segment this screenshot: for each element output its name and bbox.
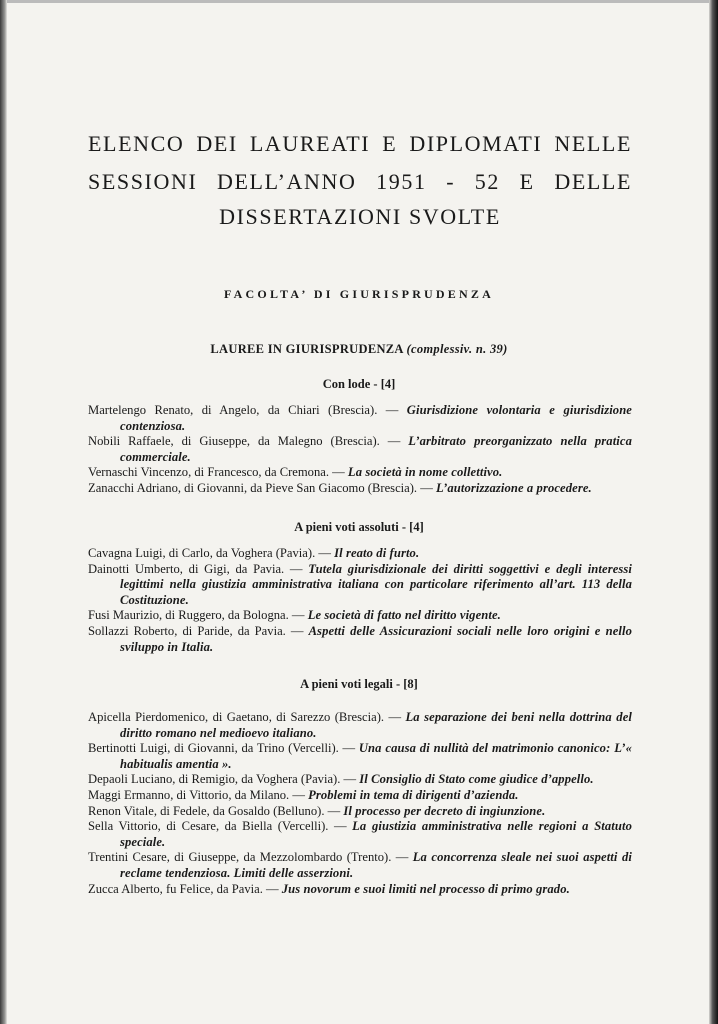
graduate-name: Dainotti Umberto, di Gigi, da Pavia. — — [88, 561, 303, 576]
thesis-title: Il reato di furto. — [334, 546, 420, 560]
graduate-name: Renon Vitale, di Fedele, da Gosaldo (Belluno). — — [88, 803, 341, 818]
section-heading-con-lode: Con lode - [4] — [322, 377, 396, 391]
scan-left-edge — [0, 0, 7, 1024]
degree-heading — [0, 342, 718, 357]
graduate-name: Bertinotti Luigi, di Giovanni, da Trino (Vercelli). — — [88, 741, 356, 756]
thesis-title: Le società di fatto nel diritto vigente. — [307, 608, 501, 623]
graduate-name: Cavagna Luigi, di Carlo, da Voghera (Pavia). — — [88, 546, 331, 560]
section-list — [88, 403, 632, 497]
thesis-title: La concorrenza sleale nei suoi aspetti di reclame tendenziosa. Limiti delle asserzioni. — [120, 850, 632, 880]
title-line-2: SESSIONI DELL’ANNO 1951 - 52 E DELLE — [88, 169, 632, 194]
section-list — [88, 710, 632, 897]
list-item — [88, 403, 632, 434]
list-item — [88, 481, 632, 497]
list-item — [88, 804, 632, 820]
scan-top-edge — [0, 0, 718, 3]
section-list — [88, 546, 632, 655]
graduate-name: Sella Vittorio, di Cesare, da Biella (Vercelli). — — [88, 819, 347, 834]
list-item — [88, 788, 632, 804]
list-item — [88, 608, 632, 624]
section-heading-voti-legali: A pieni voti legali - [8] — [300, 677, 418, 691]
list-item — [88, 624, 632, 655]
list-item — [88, 850, 632, 881]
graduate-name: Nobili Raffaele, di Giuseppe, da Malegno (Brescia). — — [88, 434, 401, 449]
list-item — [88, 434, 632, 465]
list-item — [88, 546, 632, 562]
thesis-title: L’arbitrato preorganizzato nella pratica commerciale. — [120, 434, 632, 464]
list-item — [88, 882, 632, 898]
thesis-title: Problemi in tema di dirigenti d’azienda. — [308, 787, 519, 802]
faculty-heading: FACOLTA’ DI GIURISPRUDENZA — [224, 287, 494, 301]
degree-count: (complessiv. n. 39) — [406, 342, 508, 356]
title-line-1: ELENCO DEI LAUREATI E DIPLOMATI NELLE — [88, 131, 632, 156]
list-item — [88, 819, 632, 850]
graduate-name: Sollazzi Roberto, di Paride, da Pavia. — — [88, 623, 304, 638]
section-heading-voti-assoluti: A pieni voti assoluti - [4] — [294, 520, 424, 534]
graduate-name: Zanacchi Adriano, di Giovanni, da Pieve San Giacomo (Brescia). — — [88, 480, 433, 495]
thesis-title: Aspetti delle Assicurazioni sociali nelle loro origini e nello sviluppo in Italia. — [120, 623, 632, 654]
graduate-name: Martelengo Renato, di Angelo, da Chiari (Brescia). — — [88, 403, 399, 417]
thesis-title: Il processo per decreto di ingiunzione. — [343, 803, 546, 818]
list-item — [88, 741, 632, 772]
scan-right-edge — [709, 0, 718, 1024]
thesis-title: La separazione dei beni nella dottrina del diritto romano nel medioevo italiano. — [120, 710, 632, 740]
list-item — [88, 465, 632, 481]
thesis-title: La società in nome collettivo. — [347, 465, 503, 480]
thesis-title: Tutela giurisdizionale dei diritti soggettivi e degli interessi legittimi nella giustizia amministrativa italiana con particolare riferimento all’art. 113 della Costituzione. — [120, 561, 632, 607]
list-item — [88, 710, 632, 741]
graduate-name: Depaoli Luciano, di Remigio, da Voghera (Pavia). — — [88, 772, 357, 787]
thesis-title: L’autorizzazione a procedere. — [435, 480, 592, 495]
thesis-title: La giustizia amministrativa nelle regioni a Statuto speciale. — [120, 819, 632, 849]
graduate-name: Apicella Pierdomenico, di Gaetano, di Sarezzo (Brescia). — — [88, 710, 402, 724]
list-item — [88, 562, 632, 609]
list-item — [88, 772, 632, 788]
graduate-name: Zucca Alberto, fu Felice, da Pavia. — — [88, 881, 279, 896]
graduate-name: Vernaschi Vincenzo, di Francesco, da Cremona. — — [88, 465, 345, 480]
thesis-title: Jus novorum e suoi limiti nel processo di primo grado. — [281, 881, 570, 896]
thesis-title: Una causa di nullità del matrimonio canonico: L’« habitualis amentia ». — [120, 741, 632, 771]
title-line-3: DISSERTAZIONI SVOLTE — [219, 204, 501, 229]
thesis-title: Giurisdizione volontaria e giurisdizione contenziosa. — [120, 403, 632, 433]
graduate-name: Maggi Ermanno, di Vittorio, da Milano. — — [88, 787, 305, 802]
graduate-name: Fusi Maurizio, di Ruggero, da Bologna. — — [88, 608, 305, 623]
thesis-title: Il Consiglio di Stato come giudice d’appello. — [359, 772, 594, 787]
degree-label: LAUREE IN GIURISPRUDENZA — [210, 342, 404, 356]
graduate-name: Trentini Cesare, di Giuseppe, da Mezzolombardo (Trento). — — [88, 850, 409, 865]
